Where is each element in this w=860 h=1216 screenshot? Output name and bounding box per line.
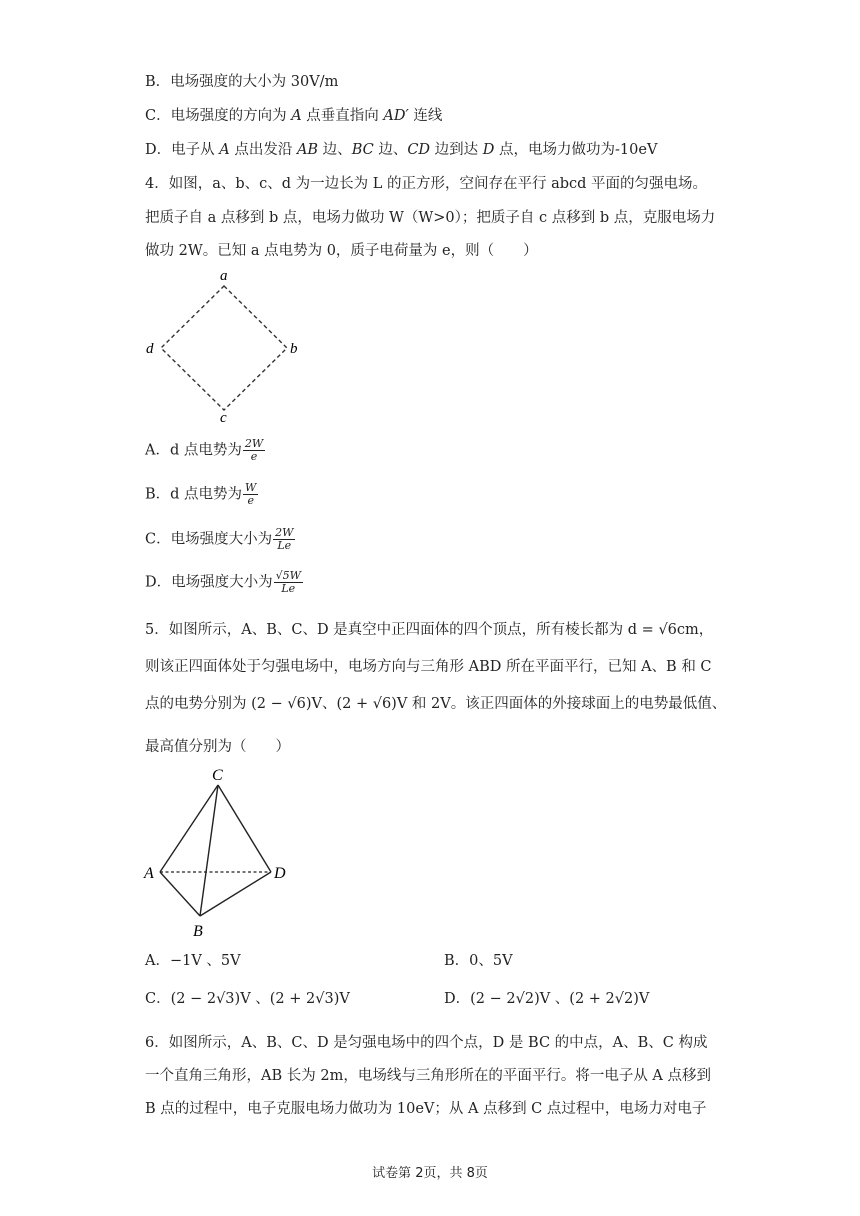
q3-option-d-text2: 点出发沿 [229,142,297,158]
fraction-denominator: Le [281,582,296,595]
q4-option-c-text: C．电场强度大小为 [145,531,273,548]
q5-stem-line3: 点的电势分别为 (2 − √6)V、(2 + √6)V 和 2V。该正四面体的外接球面上的电势最低值、 [145,696,727,712]
q3-option-c-text3: 连线 [408,108,443,124]
page-footer: 试卷第 2页，共 8页 [372,1166,488,1181]
q3-option-c-text: C．电场强度的方向为 [145,108,292,124]
fraction-numerator: 2W [244,437,264,450]
q3-option-d-d: D [482,142,495,158]
q3-option-d-text: D．电子从 [145,142,220,158]
q4-label-b: b [290,341,298,357]
q4-option-b-text: B．d 点电势为 [145,486,243,503]
q5-option-b: B．0、5V [444,953,513,969]
fraction-denominator: Le [277,539,292,552]
q3-option-d-ab: AB [296,142,319,158]
q4-label-d: d [146,341,154,357]
q5-label-a: A [144,865,154,882]
q6-stem-line3: B 点的过程中，电子克服电场力做功为 10eV；从 A 点移到 C 点过程中，电场力对电子 [145,1101,707,1117]
q5-option-c: C．(2 − 2√3)V 、(2 + 2√3)V [145,991,350,1007]
q3-option-c-point-a: A [291,108,302,124]
q5-stem-line2: 则该正四面体处于匀强电场中，电场方向与三角形 ABD 所在平面平行，已知 A、B 和 C [145,659,712,675]
q5-stem-line1: 5．如图所示，A、B、C、D 是真空中正四面体的四个顶点，所有棱长都为 d = √6cm， [145,622,714,638]
q4-stem-line1: 4．如图，a、b、c、d 为一边长为 L 的正方形，空间存在平行 abcd 平面的匀强电场。 [145,176,708,192]
q4-square-diagram [140,264,310,424]
q4-option-a-text: A．d 点电势为 [145,442,242,459]
q4-option-c [145,527,295,552]
q4-stem-line3: 做功 2W。已知 a 点电势为 0，质子电荷量为 e，则（ ） [145,243,538,259]
q4-option-c-fraction [273,527,295,552]
q3-option-d-bc: BC [351,142,374,158]
q4-stem-line2: 把质子自 a 点移到 b 点，电场力做功 W（W>0）；把质子自 c 点移到 b 点，克服电场力 [145,210,716,226]
q5-tetrahedron-diagram [140,764,300,942]
q4-option-d-fraction [274,570,303,595]
q3-option-b: B．电场强度的大小为 30V/m [145,74,339,90]
q4-option-b [145,482,258,507]
fraction-denominator: e [250,450,258,463]
q5-option-d: D．(2 − 2√2)V 、(2 + 2√2)V [444,991,650,1007]
q4-option-a [145,438,265,463]
q5-option-a: A．−1V 、5V [145,953,241,969]
q5-label-d: D [274,865,286,882]
q4-label-a: a [220,268,228,284]
fraction-numerator: 2W [275,526,294,539]
q4-option-a-fraction [243,438,265,463]
q4-option-d [145,570,303,595]
q4-option-d-text: D．电场强度大小为 [145,574,273,591]
q3-option-d-text3: 边、 [318,142,352,158]
q5-label-b: B [193,923,203,940]
q3-option-c-line-ad: AD′ [383,108,409,124]
q3-option-d [145,140,657,160]
q3-option-c [145,106,442,126]
q3-option-d-text5: 边到达 [430,142,483,158]
q5-stem-line4: 最高值分别为（ ） [145,739,290,755]
q4-label-c: c [220,410,227,424]
q3-option-d-text4: 边、 [373,142,408,158]
q3-option-c-text2: 点垂直指向 [301,108,384,124]
q5-label-c: C [212,767,223,784]
fraction-denominator: e [247,494,254,507]
q3-option-d-text6: 点，电场力做功为-10eV [494,142,658,158]
fraction-numerator: √5W [275,569,301,582]
q4-square-dashed [161,286,287,410]
q4-option-b-fraction [243,482,258,507]
fraction-numerator: W [245,481,257,494]
q6-stem-line2: 一个直角三角形，AB 长为 2m，电场线与三角形所在的平面平行。将一电子从 A 点移到 [145,1068,712,1084]
q3-option-d-cd: CD [407,142,431,158]
q6-stem-line1: 6．如图所示，A、B、C、D 是匀强电场中的四个点，D 是 BC 的中点，A、B、C 构成 [145,1035,708,1051]
q3-option-d-a: A [219,142,230,158]
